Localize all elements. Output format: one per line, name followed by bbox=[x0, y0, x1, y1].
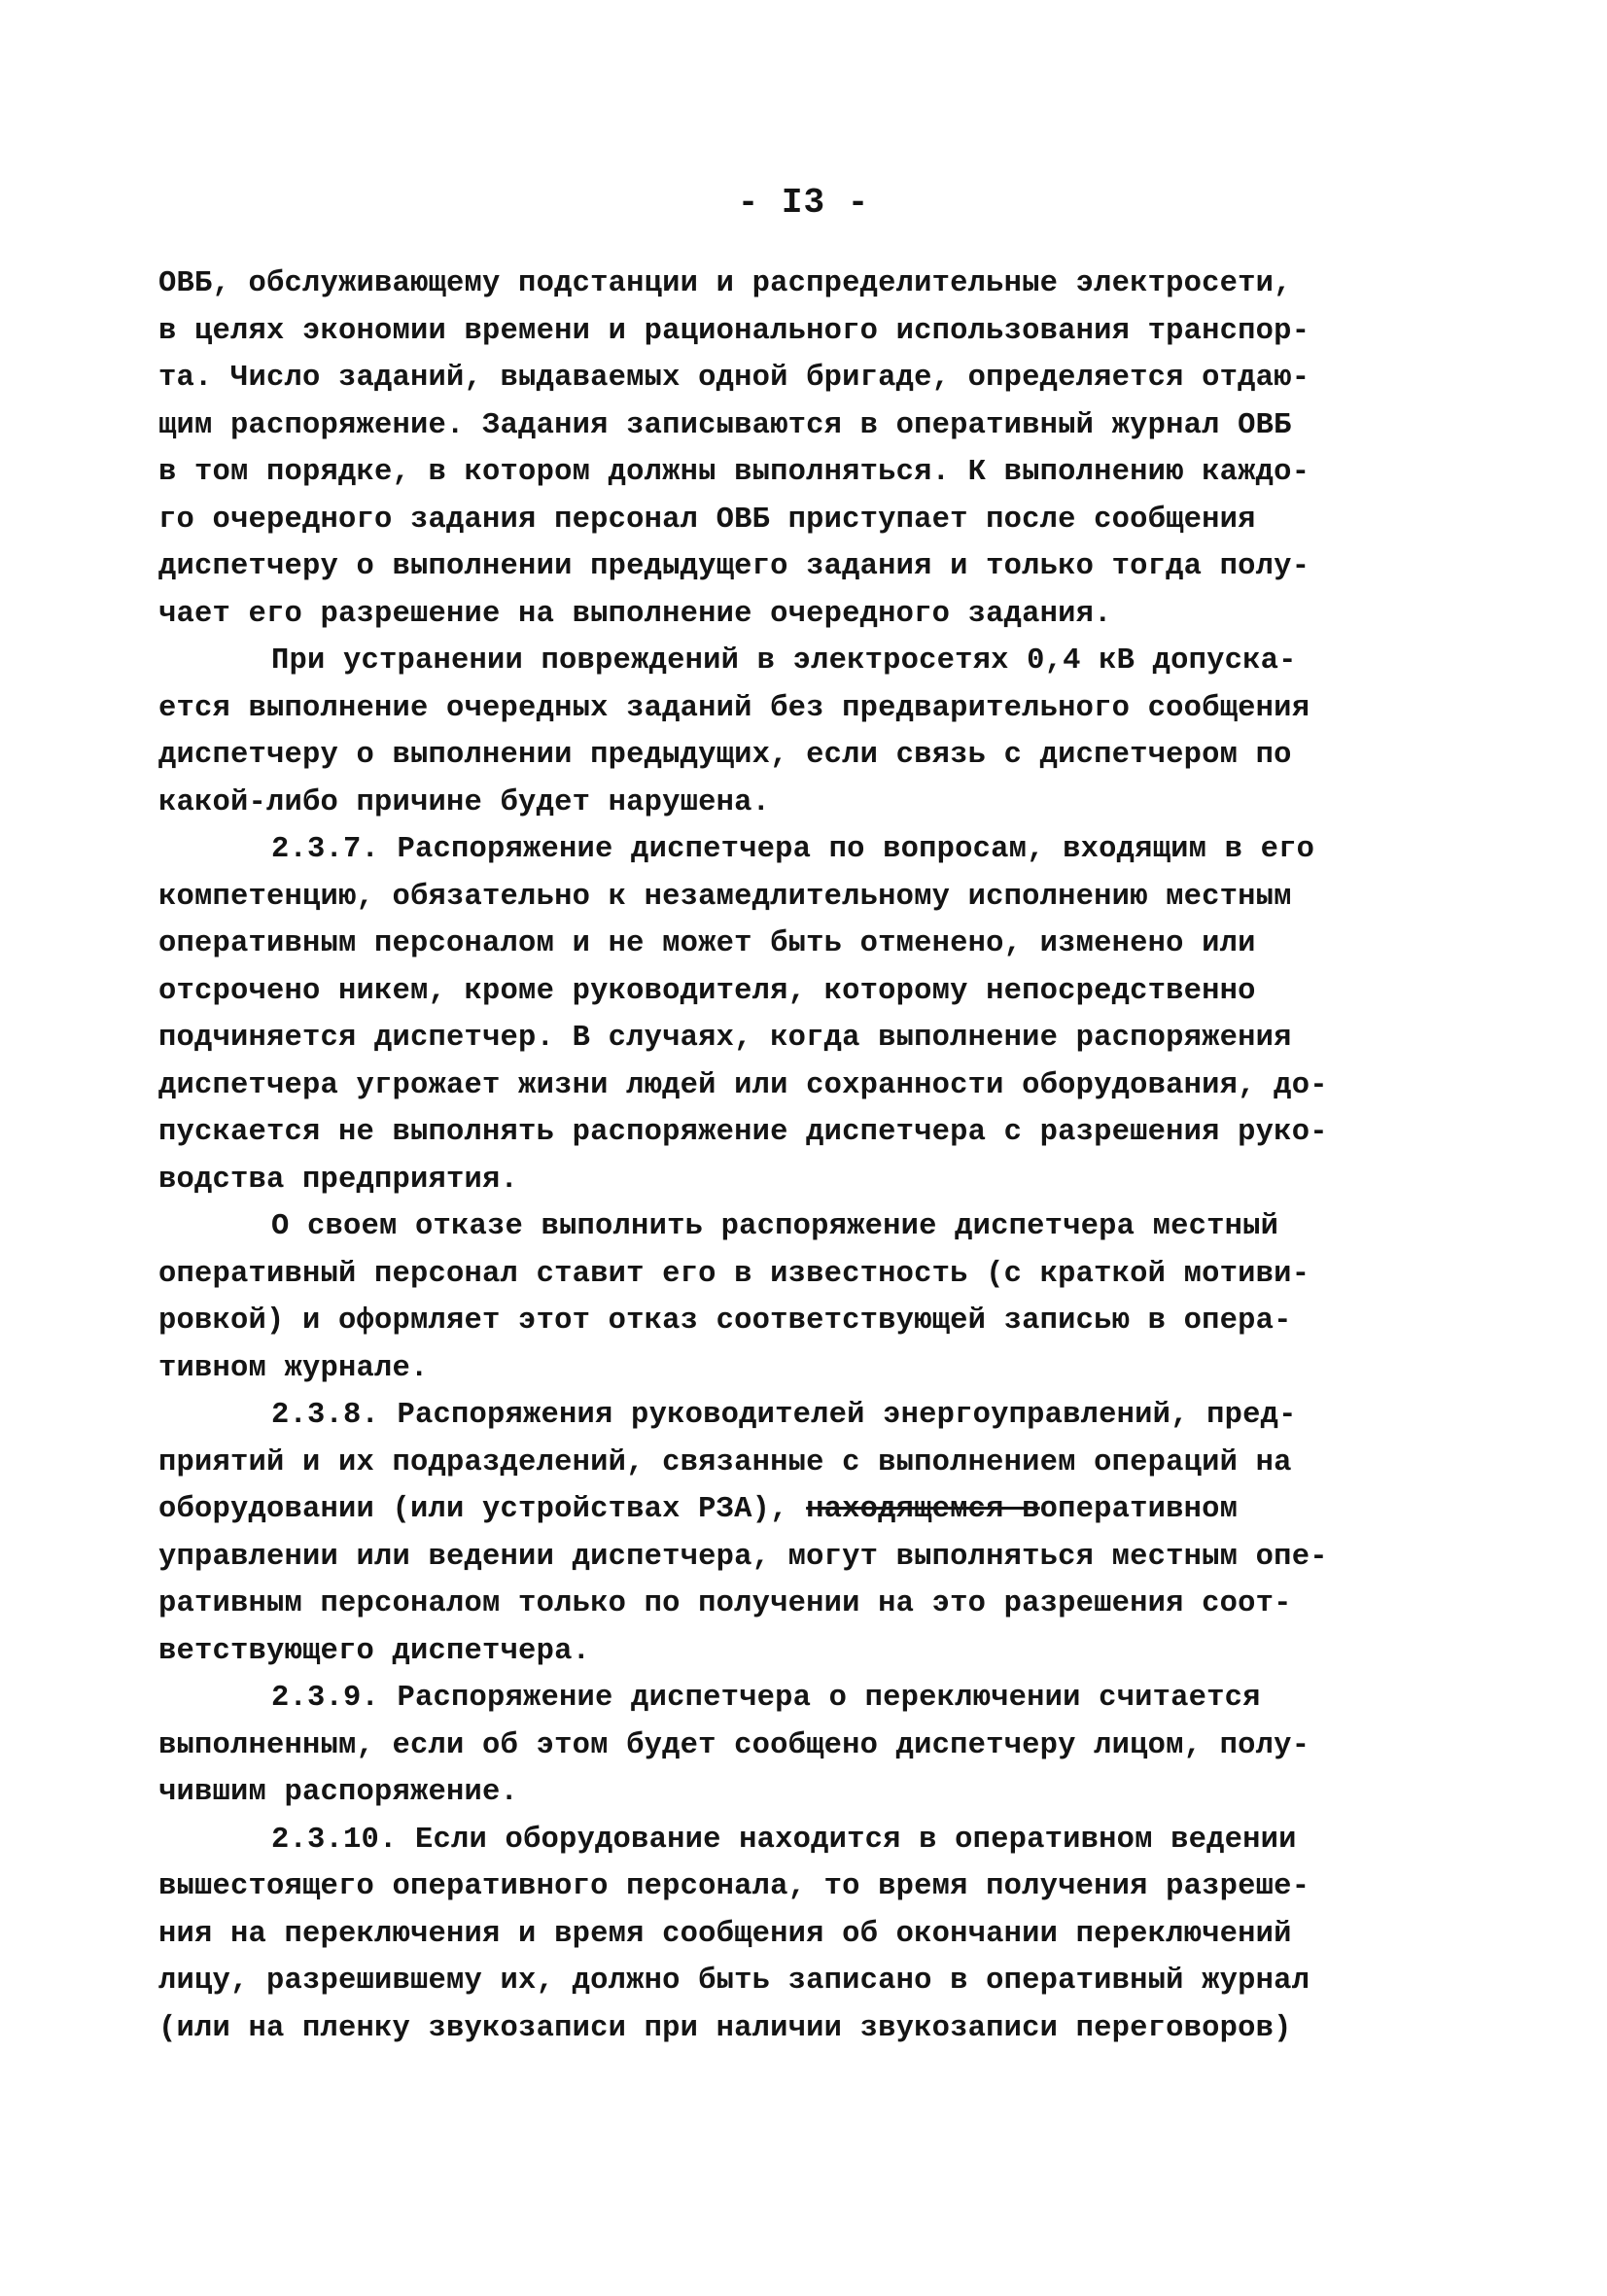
text-line-content: ровкой) и оформляет этот отказ соответствующей записью в опера- bbox=[158, 1305, 1292, 1338]
text-line bbox=[158, 1298, 1451, 1345]
text-line-content: ется выполнение очередных заданий без предварительного сообщения bbox=[158, 691, 1310, 725]
text-line-content: ративным персоналом только по получении на это разрешения соот- bbox=[158, 1587, 1292, 1620]
text-line-content: управлении или ведении диспетчера, могут выполняться местным опе- bbox=[158, 1540, 1328, 1574]
body-text bbox=[158, 261, 1451, 2052]
text-line-content: диспетчеру о выполнении предыдущего задания и только тогда полу- bbox=[158, 550, 1310, 583]
text-line-content: диспетчеру о выполнении предыдущих, если связь с диспетчером по bbox=[158, 739, 1292, 772]
text-line-content: пускается не выполнять распоряжение диспетчера с разрешения руко- bbox=[158, 1116, 1328, 1149]
text-line-content: 2.3.9. Распоряжение диспетчера о переключении считается bbox=[271, 1682, 1261, 1715]
text-line-content: вышестоящего оперативного персонала, то время получения разреше- bbox=[158, 1870, 1310, 1903]
text-line bbox=[158, 968, 1451, 1016]
text-line bbox=[158, 1015, 1451, 1062]
text-line bbox=[158, 591, 1451, 639]
text-line bbox=[158, 638, 1451, 685]
text-line bbox=[158, 1062, 1451, 1110]
text-line bbox=[158, 732, 1451, 780]
text-line-content: компетенцию, обязательно к незамедлительному исполнению местным bbox=[158, 880, 1292, 914]
text-line-content: подчиняется диспетчер. В случаях, когда выполнение распоряжения bbox=[158, 1022, 1292, 1055]
text-line bbox=[158, 449, 1451, 497]
text-line-content: 2.3.8. Распоряжения руководителей энергоуправлений, пред- bbox=[271, 1399, 1297, 1432]
text-line-content: щим распоряжение. Задания записываются в оперативный журнал ОВБ bbox=[158, 408, 1292, 442]
text-line bbox=[158, 1534, 1451, 1582]
text-line-content: лицу, разрешившему их, должно быть записано в оперативный журнал bbox=[158, 1965, 1310, 1998]
text-line-content: в целях экономии времени и рационального использования транспор- bbox=[158, 314, 1310, 348]
text-line-content: ОВБ, обслуживающему подстанции и распределительные электросети, bbox=[158, 267, 1292, 300]
text-line bbox=[158, 1958, 1451, 2005]
text-line-content: отсрочено никем, кроме руководителя, которому непосредственно bbox=[158, 974, 1256, 1008]
text-line bbox=[158, 1863, 1451, 1911]
text-line bbox=[158, 1345, 1451, 1393]
text-line-content: оперативный персонал ставит его в известность (с краткой мотиви- bbox=[158, 1257, 1310, 1291]
text-line-content: диспетчера угрожает жизни людей или сохранности оборудования, до- bbox=[158, 1068, 1328, 1102]
text-line bbox=[158, 308, 1451, 356]
text-line bbox=[158, 826, 1451, 874]
text-line bbox=[158, 1581, 1451, 1628]
text-line bbox=[158, 1911, 1451, 1959]
text-line-content: в том порядке, в котором должны выполняться. К выполнению каждо- bbox=[158, 456, 1310, 489]
text-line-content: го очередного задания персонал ОВБ приступает после сообщения bbox=[158, 503, 1256, 537]
text-line-content: При устранении повреждений в электросетях 0,4 кВ допуска- bbox=[271, 644, 1297, 678]
text-line-content: тивном журнале. bbox=[158, 1351, 429, 1385]
text-line-content: О своем отказе выполнить распоряжение диспетчера местный bbox=[271, 1210, 1279, 1243]
text-line bbox=[158, 497, 1451, 544]
text-line bbox=[158, 402, 1451, 450]
text-line bbox=[158, 1817, 1451, 1864]
text-line bbox=[158, 2005, 1451, 2053]
text-line bbox=[158, 1251, 1451, 1299]
text-line-content: (или на пленку звукозаписи при наличии звукозаписи переговоров) bbox=[158, 2011, 1292, 2045]
text-line-content: ния на переключения и время сообщения об окончании переключений bbox=[158, 1917, 1292, 1951]
text-line-content: водства предприятия. bbox=[158, 1163, 519, 1197]
text-line bbox=[158, 874, 1451, 922]
page-number: - I3 - bbox=[737, 183, 870, 223]
text-line bbox=[158, 921, 1451, 968]
text-line-content: оперативным персоналом и не может быть отменено, изменено или bbox=[158, 927, 1256, 960]
text-line bbox=[158, 1109, 1451, 1157]
text-line bbox=[158, 1722, 1451, 1770]
text-line bbox=[158, 1769, 1451, 1817]
text-line-content: оборудовании (или устройствах РЗА), bbox=[158, 1493, 807, 1526]
text-line bbox=[158, 1392, 1451, 1440]
text-line-content: какой-либо причине будет нарушена. bbox=[158, 785, 771, 819]
text-line-content: выполненным, если об этом будет сообщено диспетчеру лицом, полу- bbox=[158, 1728, 1310, 1762]
struck-through-text: находящемся в bbox=[806, 1493, 1040, 1526]
text-line bbox=[158, 1628, 1451, 1676]
text-line bbox=[158, 1486, 1451, 1534]
text-line bbox=[158, 1203, 1451, 1251]
text-line bbox=[158, 261, 1451, 308]
text-line-content: приятий и их подразделений, связанные с выполнением операций на bbox=[158, 1445, 1292, 1479]
text-line bbox=[158, 355, 1451, 402]
text-line-content: ветствующего диспетчера. bbox=[158, 1634, 591, 1668]
text-line-continuation: оперативном bbox=[1039, 1493, 1239, 1526]
text-line-content: 2.3.10. Если оборудование находится в оперативном ведении bbox=[271, 1823, 1297, 1857]
text-line-content: та. Число заданий, выдаваемых одной бригаде, определяется отдаю- bbox=[158, 362, 1310, 395]
text-line bbox=[158, 685, 1451, 733]
text-line bbox=[158, 1440, 1451, 1487]
text-line bbox=[158, 543, 1451, 591]
text-line-content: 2.3.7. Распоряжение диспетчера по вопросам, входящим в его bbox=[271, 833, 1315, 866]
text-line bbox=[158, 1157, 1451, 1204]
text-line bbox=[158, 1675, 1451, 1722]
text-line-content: чает его разрешение на выполнение очередного задания. bbox=[158, 597, 1112, 631]
text-line bbox=[158, 780, 1451, 827]
text-line-content: чившим распоряжение. bbox=[158, 1776, 519, 1809]
